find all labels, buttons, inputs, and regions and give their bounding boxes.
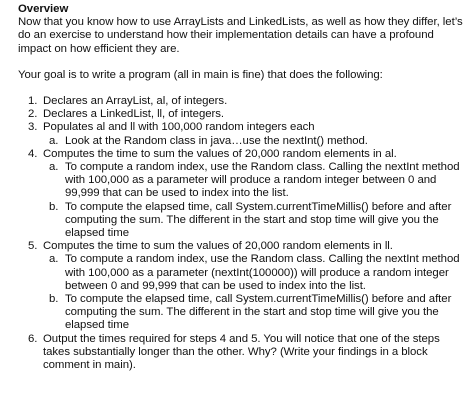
sub-step-letter: a. [49,161,59,174]
step-number: 6. [28,332,38,345]
step-item [18,121,468,147]
step-text: Computes the time to sum the values of 20,000 random elements in ll. [43,240,393,253]
step-text: Populates al and ll with 100,000 random integers each [43,121,315,134]
step-text: Declares a LinkedList, ll, of integers. [43,108,225,121]
step-text: Declares an ArrayList, al, of integers. [43,95,228,108]
step-text: Output the times required for steps 4 and 5. You will notice that one of the steps takes substantially longer than the other. Why? (Write your findings in a block comment in main). [43,332,440,372]
sub-step-letter: a. [49,134,59,147]
sub-step-item [43,201,468,241]
step-item [18,95,468,108]
sub-step-item [43,253,468,293]
sub-step-text: To compute a random index, use the Random class. Calling the nextInt method with 100,000 as a parameter (nextInt(100000)) will produce a random integer between 0 and 99,999 that can be used to index into the list. [65,253,460,292]
step-item [18,240,468,332]
steps-list [18,95,468,372]
step-number: 4. [28,147,38,160]
step-item [18,333,468,373]
step-number: 1. [28,95,38,108]
step-number: 3. [28,121,38,134]
sub-step-item [43,135,468,148]
sub-step-text: Look at the Random class in java…use the nextInt() method. [65,134,368,147]
sub-step-text: To compute the elapsed time, call System.currentTimeMillis() before and after computing the sum. The different in the start and stop time will give you the elapsed time [65,293,452,332]
sub-step-letter: b. [49,200,59,213]
sub-step-text: To compute a random index, use the Random class. Calling the nextInt method with 100,000 as a parameter will produce a random integer between 0 and 99,999 that can be used to index into the list. [65,161,460,200]
step-text: Computes the time to sum the values of 20,000 random elements in al. [43,147,397,160]
step-item [18,108,468,121]
sub-step-letter: a. [49,253,59,266]
step-number: 5. [28,240,38,253]
sub-step-item [43,161,468,201]
sub-step-letter: b. [49,293,59,306]
goal-paragraph: Your goal is to write a program (all in main is fine) that does the following: [18,68,383,81]
step-item [18,148,468,240]
intro-paragraph: Now that you know how to use ArrayLists and LinkedLists, as well as how they differ, let’s do an exercise to understand how their implementation details can have a profound impact on how efficient they are. [18,16,463,55]
sub-step-text: To compute the elapsed time, call System.currentTimeMillis() before and after computing the sum. The different in the start and stop time will give you the elapsed time [65,200,452,240]
step-number: 2. [28,108,38,121]
sub-step-item [43,293,468,333]
overview-heading: Overview [18,3,69,15]
